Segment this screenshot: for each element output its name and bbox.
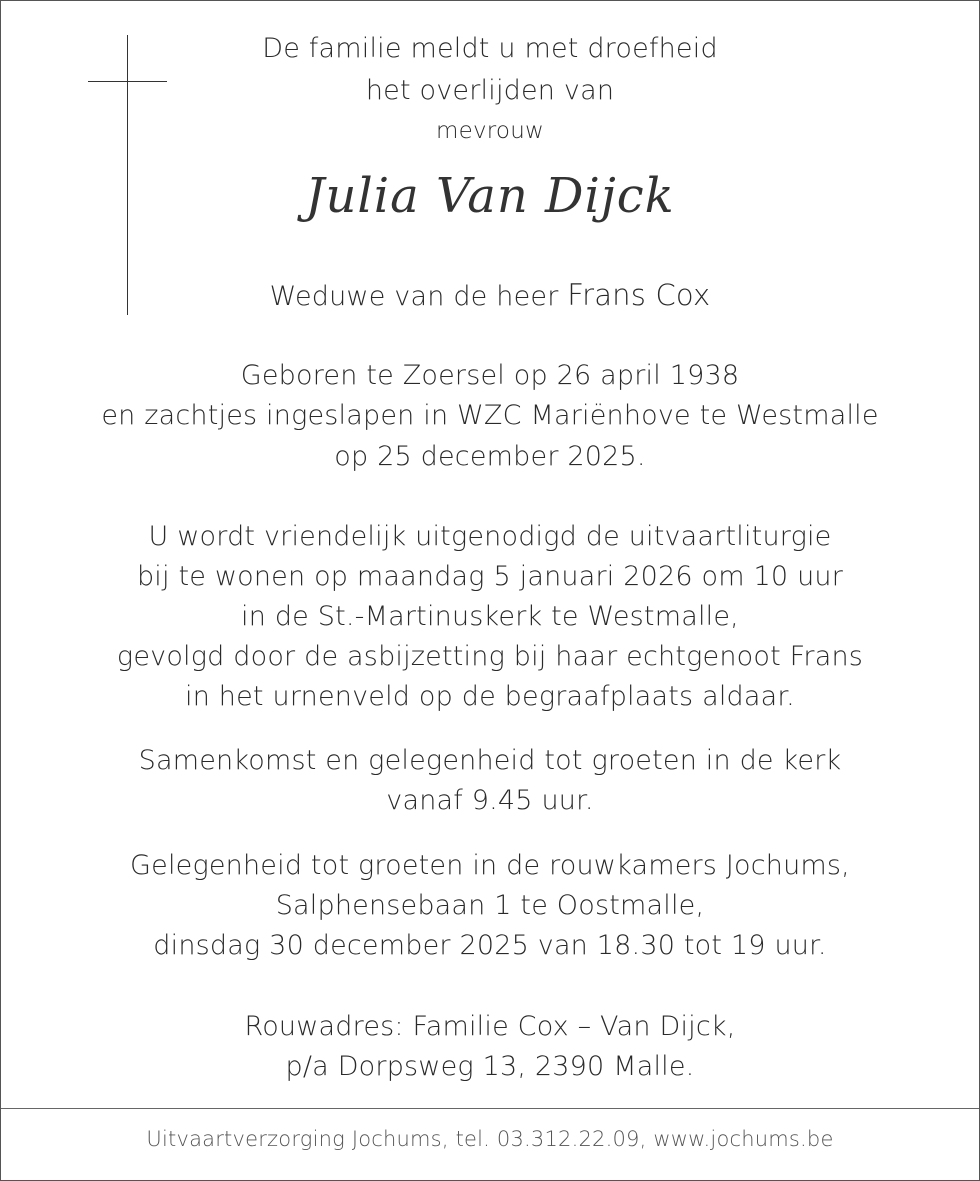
- liturgy-line-4: gevolgd door de asbijzetting bij haar echtgenoot Frans: [116, 641, 864, 672]
- spouse-line: [0, 278, 980, 312]
- viewing-line-2: Salphensebaan 1 te Oostmalle,: [275, 890, 705, 921]
- birth-line-3: op 25 december 2025.: [334, 441, 646, 472]
- address-line-1: Rouwadres: Familie Cox – Van Dijck,: [244, 1011, 736, 1042]
- liturgy-line-3: in de St.-Martinuskerk te Westmalle,: [241, 601, 739, 632]
- deceased-name: Julia Van Dijck: [305, 168, 675, 224]
- footer-divider: [1, 1108, 979, 1109]
- intro-line-3: mevrouw: [436, 118, 544, 144]
- viewing-line-1: Gelegenheid tot groeten in de rouwkamers Jochums,: [130, 850, 850, 881]
- intro-line-2: het overlijden van: [365, 75, 615, 106]
- spouse-prefix: Weduwe van de heer: [269, 281, 559, 312]
- viewing-line-3: dinsdag 30 december 2025 van 18.30 tot 19 uur.: [153, 930, 827, 961]
- liturgy-line-5: in het urnenveld op de begraafplaats aldaar.: [185, 681, 795, 712]
- liturgy-line-2: bij te wonen op maandag 5 januari 2026 om 10 uur: [136, 561, 844, 592]
- gathering-line-1: Samenkomst en gelegenheid tot groeten in de kerk: [138, 745, 842, 776]
- spouse-name: Frans Cox: [567, 278, 711, 312]
- gathering-line-2: vanaf 9.45 uur.: [386, 785, 594, 816]
- footer-funeral-home: Uitvaartverzorging Jochums, tel. 03.312.22.09, www.jochums.be: [146, 1127, 834, 1151]
- birth-line-1: Geboren te Zoersel op 26 april 1938: [240, 360, 740, 391]
- liturgy-line-1: U wordt vriendelijk uitgenodigd de uitvaartliturgie: [148, 521, 832, 552]
- address-line-2: p/a Dorpsweg 13, 2390 Malle.: [285, 1051, 695, 1082]
- birth-line-2: en zachtjes ingeslapen in WZC Mariënhove te Westmalle: [101, 400, 879, 431]
- intro-line-1: De familie meldt u met droefheid: [262, 33, 718, 64]
